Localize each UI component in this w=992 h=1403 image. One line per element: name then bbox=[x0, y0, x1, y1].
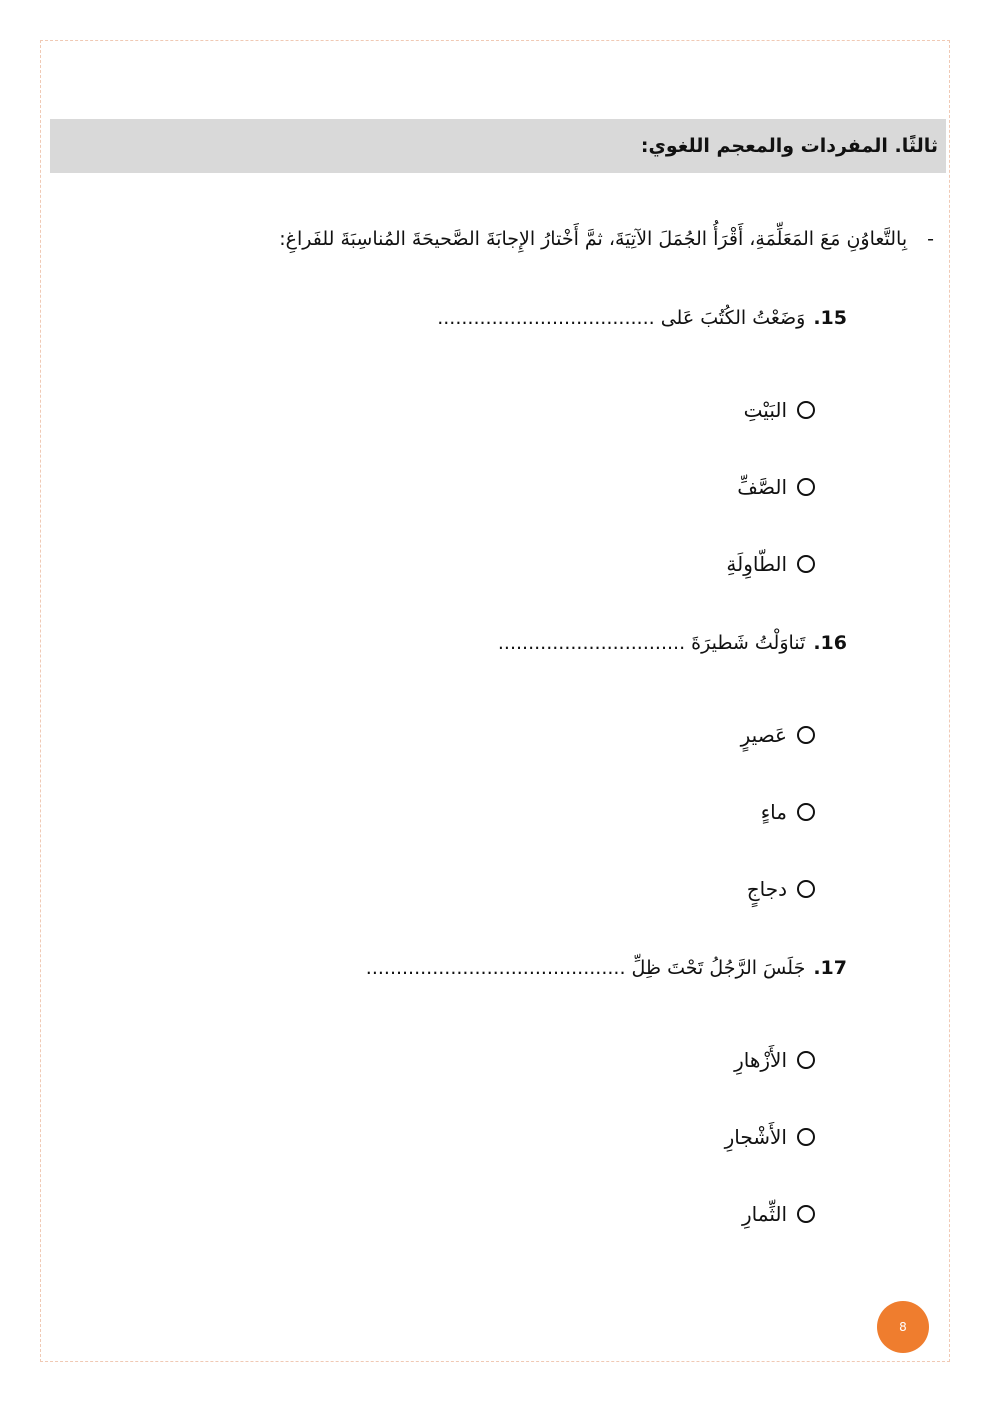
page-number-badge bbox=[877, 1301, 929, 1353]
radio-circle-icon[interactable] bbox=[797, 478, 815, 496]
answer-blank: ........................................... bbox=[365, 957, 626, 979]
question-17 bbox=[366, 957, 847, 979]
option-label: دجاجٍ bbox=[746, 877, 787, 901]
option-label: عَصيرٍ bbox=[740, 723, 787, 747]
option-16-1[interactable] bbox=[741, 723, 815, 747]
option-16-2[interactable] bbox=[761, 800, 815, 824]
page-number: 8 bbox=[899, 1320, 907, 1334]
option-label: البَيْتِ bbox=[743, 398, 787, 422]
option-15-2[interactable] bbox=[737, 475, 815, 499]
question-number: 16. bbox=[813, 632, 847, 654]
radio-circle-icon[interactable] bbox=[797, 726, 815, 744]
option-15-3[interactable] bbox=[726, 552, 815, 576]
question-number: 15. bbox=[813, 307, 847, 329]
question-text: وَضَعْتُ الكُتُبَ عَلى bbox=[660, 307, 806, 329]
option-label: الثِّمارِ bbox=[742, 1202, 787, 1226]
section-header bbox=[50, 119, 946, 173]
option-16-3[interactable] bbox=[747, 877, 815, 901]
radio-circle-icon[interactable] bbox=[797, 803, 815, 821]
answer-blank: ............................... bbox=[497, 632, 686, 654]
option-15-1[interactable] bbox=[744, 398, 815, 422]
instruction-bullet: - bbox=[927, 228, 934, 250]
radio-circle-icon[interactable] bbox=[797, 401, 815, 419]
question-15 bbox=[437, 307, 847, 329]
instruction-text: بِالتَّعاوُنِ مَعَ المَعَلِّمَةِ، أَقْرَأُ الجُمَلَ الآتِيَةَ، ثمَّ أَخْتارُ الإِجابَةَ الصَّحيحَةَ المُناسِبَةَ للفَراغِ: bbox=[279, 228, 908, 250]
radio-circle-icon[interactable] bbox=[797, 880, 815, 898]
question-number: 17. bbox=[813, 957, 847, 979]
radio-circle-icon[interactable] bbox=[797, 555, 815, 573]
section-title: ثالثًا. المفردات والمعجم اللغوي: bbox=[640, 135, 938, 157]
instruction bbox=[54, 228, 934, 250]
radio-circle-icon[interactable] bbox=[797, 1128, 815, 1146]
option-label: الأَشْجارِ bbox=[724, 1125, 787, 1149]
question-text: جَلَسَ الرَّجُلُ تَحْتَ ظِلِّ bbox=[631, 957, 806, 979]
option-17-3[interactable] bbox=[742, 1202, 815, 1226]
answer-blank: .................................... bbox=[437, 307, 655, 329]
radio-circle-icon[interactable] bbox=[797, 1051, 815, 1069]
radio-circle-icon[interactable] bbox=[797, 1205, 815, 1223]
option-17-2[interactable] bbox=[725, 1125, 815, 1149]
option-label: الطّاوِلَةِ bbox=[726, 552, 787, 576]
option-label: الصَّفِّ bbox=[737, 475, 787, 499]
option-label: ماءٍ bbox=[760, 800, 787, 824]
question-16 bbox=[498, 632, 847, 654]
option-label: الأَزْهارِ bbox=[734, 1048, 787, 1072]
option-17-1[interactable] bbox=[734, 1048, 815, 1072]
question-text: تَناوَلْتُ شَطيرَةَ bbox=[691, 632, 806, 654]
